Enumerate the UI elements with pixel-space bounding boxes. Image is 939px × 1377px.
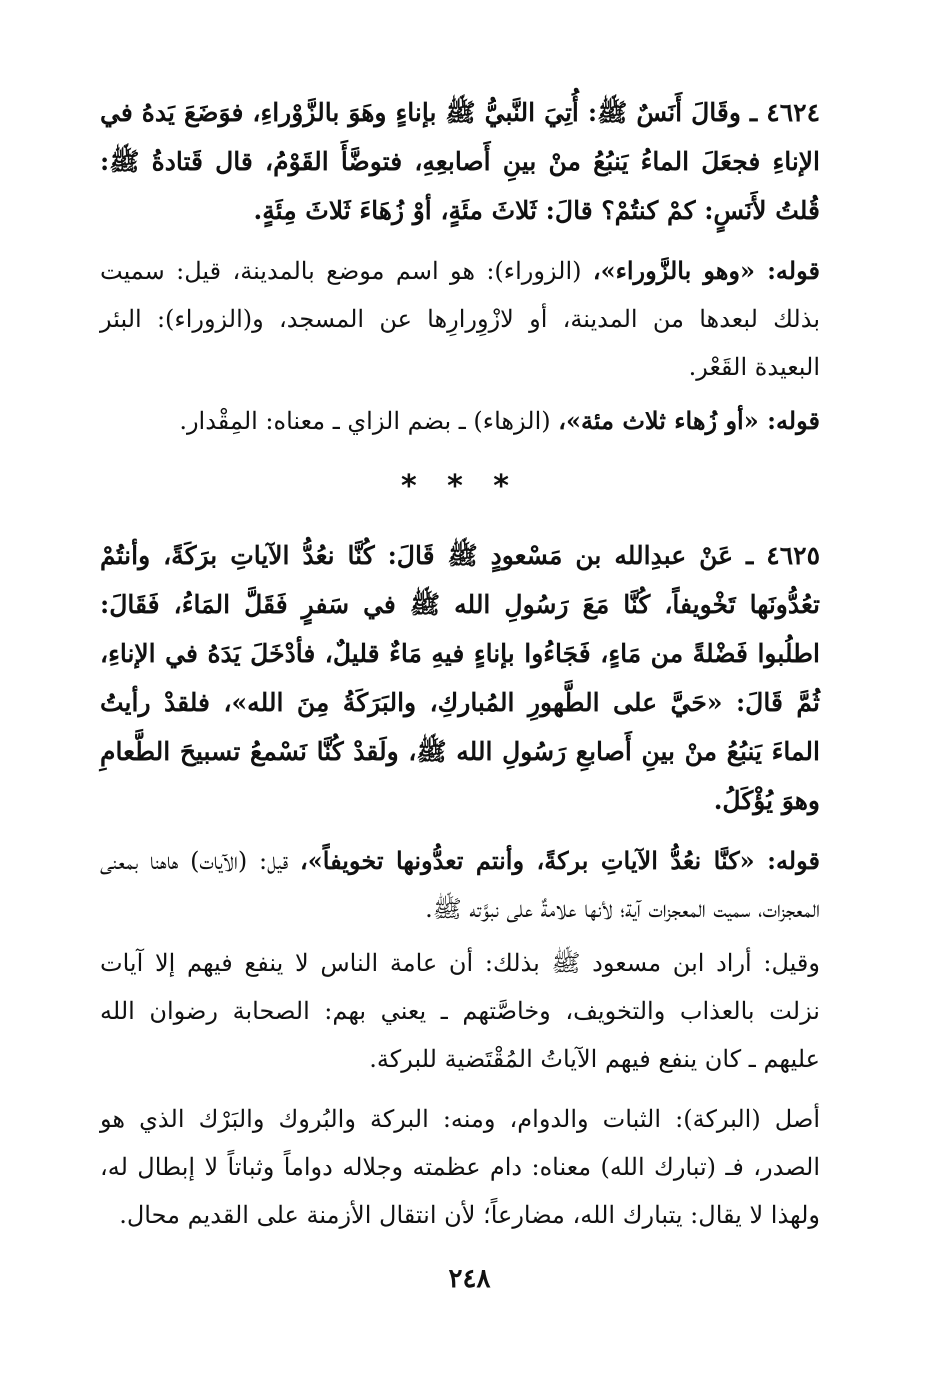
hadith-4625: ٤٦٢٥ ـ عَنْ عبدِالله بن مَسْعودٍ ﷺ قَالَ: كُنَّا نعُدُّ الآياتِ برَكَةً، وأنتُمْ تعُدُّونَها تَخْويفاً، كُنَّا مَعَ رَسُولِ الله ﷺ في سَفرٍ فَقَلَّ المَاءُ، فَقَالَ: اطلُبوا فَضْلةً من مَاءٍ، فَجَاءُوا بإناءٍ فيهِ مَاءٌ قليلٌ، فأدْخَلَ يَدَهُ في الإناءِ، ثُمَّ قَالَ: «حَيَّ على الطَّهورِ المُباركِ، والبَرَكَةُ مِنَ الله»، فلقدْ رأيتُ الماءَ يَنبُعُ منْ بينِ أَصابعِ رَسُولِ الله ﷺ، ولَقدْ كُنَّا نَسْمعُ تسبيحَ الطَّعامِ وهوَ يُؤْكَلُ.: [100, 541, 820, 815]
hadith-4624: ٤٦٢٤ ـ وقَالَ أَنَسٌ ﷺ: أُتِيَ النَّبيُّ ﷺ بإناءٍ وهَوَ بالزَّوْراءِ، فوَضَعَ يَدهُ في الإناءِ فجعَلَ الماءُ يَنبُعُ منْ بينِ أَصابعِهِ، فتوضَّأَ القَوْمُ، قال قَتادةُ ﷺ: قُلتُ لأَنَسٍ: كمْ كنتُمْ؟ قالَ: ثَلاثَ مئَةٍ، أوْ زُهَاءَ ثَلاثَ مِئَةٍ.: [100, 98, 820, 225]
commentary-text: (الزوراء): هو اسم موضع بالمدينة، قيل: سميت بذلك لبعدها من المدينة، أو لازْوِرارِها عن المسجد، و(الزوراء): البئر البعيدة القَعْر.: [100, 257, 820, 381]
commentary-baraka: أصل (البركة): الثبات والدوام، ومنه: البركة والبُروك والبَرْك الذي هو الصدر، فـ (تبارك الله) معناه: دام عظمته وجلاله دواماً وثباتاً لا إبطال له، ولهذا لا يقال: يتبارك الله، مضارعاً؛ لأن انتقال الأزمنة على القديم محال.: [100, 1105, 820, 1229]
page-number: ٢٤٨: [448, 1264, 491, 1294]
commentary-ayat: [100, 837, 820, 933]
commentary-text: (الزهاء) ـ بضم الزاي ـ معناه: المِقْدار.: [179, 407, 559, 435]
commentary-label: قوله: «كنَّا نعُدُّ الآياتِ بركةً، وأنتم تعدُّونها تخويفاً»،: [300, 846, 820, 875]
commentary-zuhaa: [100, 397, 820, 445]
commentary-text: قيل: (الآيات) هاهنا بمعنى المعجزات، سميت المعجزات آية؛ لأنها علامةٌ على نبوَّته ﷺ.: [100, 847, 820, 923]
commentary-ibn-masud: وقيل: أراد ابن مسعود ﷺ بذلك: أن عامة الناس لا ينفع فيهم إلا آيات نزلت بالعذاب والتخويف، وخاصَّتهم ـ يعني بهم: الصحابة رضوان الله عليهم ـ كان ينفع فيهم الآياتُ المُقْتَضية للبركة.: [100, 949, 820, 1073]
section-separator: * * *: [401, 469, 519, 504]
commentary-label: قوله: «أو زُهاء ثلاث مئة»،: [558, 406, 820, 435]
commentary-zawra: [100, 247, 820, 391]
commentary-label: قوله: «وهو بالزَّوراء»،: [592, 256, 820, 285]
page-body: [100, 88, 820, 1239]
